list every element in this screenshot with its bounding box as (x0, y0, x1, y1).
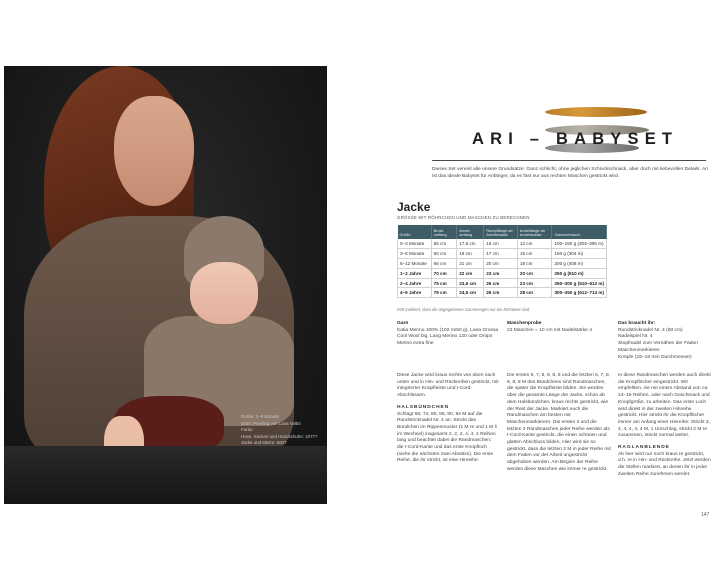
cell-sleeve: 17,5 cm (457, 239, 484, 249)
cell-arm: 15 cm (517, 249, 552, 259)
title-divider (432, 160, 706, 161)
subsection-heading-halsbuendchen: HALSBÜNDCHEN (397, 404, 450, 410)
table-row (398, 239, 607, 249)
materials-item: Rundstricknadel Nr. 4 (60 cm) (618, 327, 683, 333)
garn-text: Katia Merino 100% (102 m/50 g), Lana Grossa Cool Wool big, Lang Merino 120 oder Drops Merino extra fine (397, 327, 499, 347)
photo-caption (241, 414, 323, 447)
cell-arm: 12 cm (517, 239, 552, 249)
body-column-1 (397, 373, 499, 465)
cell-arm: 28 cm (517, 288, 552, 298)
table-row (398, 268, 607, 278)
page-title: ARI – BABYSET (472, 130, 679, 148)
body-paragraph: Die ersten 6, 7, 8, 8, 8, 8 und die letzten 6, 7, 8, 8, 8, 8 M des Bündchens sind Randmaschen, die später die Knopfleiste bilden. Sie werden über die gesamte Länge der Jacke, schon ab dem Halsbündchen, kraus rechts gestrickt, wie der Rest der Jacke. Markiert euch die Randmaschen am besten mit Maschenmarkierern. Die ersten 2 und die letzten 2 Randmaschen jeder Reihe werden als I-Cord-Kante gestrickt, die einen schönen und glatten Abschluss bilden. Hier wird sie so gestrickt, dass die letzten 2 M in jeder Reihe mit dem Faden vor der Arbeit ungestrickt abgehoben werden. Am Beginn der Reihe werden diese Maschen wie immer re gestrickt. (507, 373, 611, 472)
cell-chest: 66 cm (431, 259, 457, 269)
cell-arm: 23 cm (517, 278, 552, 288)
cell-sleeve: 21 cm (457, 259, 484, 269)
cell-sleeve: 19 cm (457, 249, 484, 259)
size-table (397, 225, 607, 298)
page-number: 147 (701, 512, 710, 518)
section-subheading: GRÖSSE MIT RÖHRCHEN UND MASCHEN ZU BERECHNEN (397, 215, 530, 220)
caption-line: Hose, Socken und Handschuhe: 1077? (241, 433, 318, 439)
cell-sleeve: 24,5 cm (457, 288, 484, 298)
materials-label: Das braucht ihr: (618, 321, 656, 326)
cell-chest: 60 cm (431, 249, 457, 259)
materials-item: Nadelspiel Nr. 4 (618, 334, 653, 340)
garn-block (397, 321, 505, 348)
cell-size: 4–6 Jahre (398, 288, 432, 298)
cell-yarn: 100–150 g (304–306 m) (552, 239, 607, 249)
col-header: Armel-umfang (457, 225, 484, 239)
table-row (398, 249, 607, 259)
cell-size: 0–3 Monate (398, 239, 432, 249)
cell-body: 20 cm (484, 259, 518, 269)
gauge-text: 23 Maschen = 10 cm mit Nadelstärke 4 (507, 327, 592, 333)
cell-body: 15 cm (484, 239, 518, 249)
col-header: Garnverbrauch (552, 225, 607, 239)
table-note: Fett markiert, dass die angegebenen Garnmengen nur ein Richtwert sind. (397, 307, 531, 312)
photo-baby-face (190, 262, 258, 324)
cell-body: 26 cm (484, 278, 518, 288)
col-header: Brust-umfang (431, 225, 457, 239)
intro-text: Dieses Set vereint alle unsere Grundsätze: Ganz schlicht, ohne jeglichen Schnickschnack, aber doch mit liebevollen Details. Ari ist das ideale Babyset für Anfänger, da es fast nur aus rechten Maschen gestrickt wird. (432, 167, 708, 179)
cell-yarn: 200 g (408 m) (552, 259, 607, 269)
caption-line: Garn: Peerling von Lana Valbö (241, 420, 301, 426)
cell-yarn: 250–300 g (510–612 m) (552, 278, 607, 288)
materials-block (618, 321, 710, 361)
cell-sleeve: 23,5 cm (457, 278, 484, 288)
gauge-label: Maschenprobe (507, 321, 542, 326)
body-paragraph: In diese Randmaschen werden auch direkt die Knopflöcher eingestrickt. Wir empfehlen, sie mit einem Abstand von ca. 14–16 Reihen, oder nach Geschmack und Knopfgröße, zu arbeiten. Das erste Loch wird direkt in der zweiten Hinreihe gestrickt. Hier strickt ihr die Knopflöcher immer am Anfang einer Hinreihe: Strickt 3, 4, 4, 4, 4, 4 M, 1 Umschlag, strickt 2 M re zusammen, strickt normal weiter. (618, 373, 711, 439)
caption-line: Jacke und Mütze: 600? (241, 440, 287, 446)
col-header: Rumpflänge ab Armelansatz (484, 225, 518, 239)
yarn-weight-icons (545, 107, 723, 119)
cell-body: 17 cm (484, 249, 518, 259)
col-header: Größe (398, 225, 432, 239)
cell-body: 23 cm (484, 268, 518, 278)
cell-chest: 70 cm (431, 268, 457, 278)
cell-body: 26 cm (484, 288, 518, 298)
materials-item: Maschenmarkieren (618, 347, 660, 353)
cell-chest: 79 cm (431, 288, 457, 298)
caption-line: Farbe: (241, 427, 254, 433)
cell-chest: 75 cm (431, 278, 457, 288)
cell-size: 2–4 Jahre (398, 278, 432, 288)
table-row (398, 278, 607, 288)
photo-mother-face (114, 96, 194, 206)
cell-yarn: 250 g (510 m) (552, 268, 607, 278)
body-column-3 (618, 373, 712, 479)
size-table-header (398, 225, 607, 239)
cell-arm: 18 cm (517, 259, 552, 269)
body-paragraph: Diese Jacke wird kraus rechts von oben nach unten und in Hin- und Rückreihen gestrickt, mit integrierter Knopfleiste und I-Cord-Abschlüssen. (397, 373, 499, 399)
yarn-ball-orange-icon (545, 107, 647, 117)
cell-arm: 20 cm (517, 268, 552, 278)
materials-item: Stopfnadel zum Vernähen der Fäden (618, 341, 698, 347)
caption-line: Größe: 3–6 Monate (241, 414, 280, 419)
cell-yarn: 300–350 g (612–714 m) (552, 288, 607, 298)
table-row (398, 288, 607, 298)
subsection-heading-raglanblende: RAGLANBLENDE (618, 445, 670, 451)
cell-size: 3–6 Monate (398, 249, 432, 259)
cell-size: 1–2 Jahre (398, 268, 432, 278)
body-paragraph: Schlagt 68, 74, 80, 86, 90, 94 M auf die Rundstricknadel Nr. 4 an. Strickt das Bündchen im Rippenmuster (1 M re und 1 M li im Wechsel) insgesamt 2, 2, 2, 4, 4, 4 Reihen lang und beachtet dabei die Randmaschen: die I-Cord-Kante und das erste Knopfloch (siehe die nächsten zwei Absätze). Die erste Reihe, die ihr strickt, ist eine Hinreihe. (397, 411, 497, 464)
cell-chest: 55 cm (431, 239, 457, 249)
cell-yarn: 150 g (304 m) (552, 249, 607, 259)
garn-label: Garn (397, 321, 409, 326)
body-column-2 (507, 373, 611, 474)
cell-sleeve: 22 cm (457, 268, 484, 278)
section-heading-jacke: Jacke (397, 200, 431, 214)
cell-size: 6–12 Monate (398, 259, 432, 269)
gauge-block (507, 321, 615, 334)
table-row (398, 259, 607, 269)
col-header: Armellänge ab Armelansatz (517, 225, 552, 239)
materials-item: Knöpfe (15–18 mm Durchmesser) (618, 354, 692, 360)
photo-blanket (4, 446, 327, 504)
body-paragraph: Ab hier wird nur noch kraus re gestrickt, d.h. re in Hin- und Rückreihe. Jetzt werden die Stellen markiert, an denen ihr in jeder zweiten Reihe zunehmen werdet. (618, 451, 711, 477)
